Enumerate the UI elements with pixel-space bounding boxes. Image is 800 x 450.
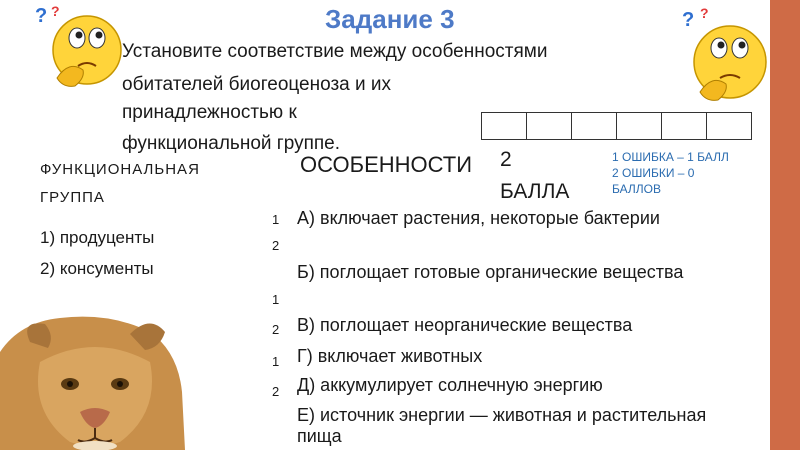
answer-number: 1 (272, 292, 280, 307)
feature-item-e: Д) аккумулирует солнечную энергию (297, 375, 603, 395)
question-mark-icon: ? (682, 9, 695, 31)
scoring-line-2: 2 ОШИБКИ – 0 (612, 166, 695, 180)
question-mark-icon: ? (700, 5, 709, 21)
lion-photo (0, 312, 185, 450)
groups-header-line-2: ГРУППА (40, 189, 105, 206)
feature-item-c: В) поглощает неорганические вещества (297, 315, 633, 335)
scoring-line-1: 1 ОШИБКА – 1 БАЛЛ (612, 150, 729, 164)
feature-item-f: Е) источник энергии — животная и растительная пища (297, 405, 707, 446)
thinking-emoji-icon (680, 2, 770, 112)
answer-cell[interactable] (482, 113, 527, 139)
feature-item-d: Г) включает животных (297, 346, 483, 366)
points-value: 2 (500, 148, 512, 171)
answer-number: 2 (272, 238, 280, 253)
points-label: БАЛЛА (500, 180, 570, 203)
instruction-line-1: Установите соответствие между особенностями (122, 41, 548, 62)
slide-title: Задание 3 (325, 4, 455, 34)
slide-edge-stripe (770, 0, 800, 450)
instruction-line-2: обитателей биогеоценоза и их (122, 74, 392, 95)
answer-number: 1 (272, 212, 280, 227)
scoring-line-3: БАЛЛОВ (612, 182, 661, 196)
answer-grid (481, 112, 752, 140)
groups-header-line-1: ФУНКЦИОНАЛЬНАЯ (40, 161, 200, 178)
answer-cell[interactable] (527, 113, 572, 139)
answer-number: 1 (272, 354, 280, 369)
answer-cell[interactable] (617, 113, 662, 139)
question-mark-icon: ? (35, 5, 48, 27)
thinking-emoji-icon (35, 0, 125, 95)
feature-item-a: А) включает растения, некоторые бактерии (297, 208, 660, 228)
answer-cell[interactable] (707, 113, 751, 139)
group-item-consumers: 2) консументы (40, 259, 154, 278)
question-mark-icon: ? (51, 3, 60, 19)
instruction-line-3: принадлежностью к (122, 102, 297, 123)
answer-number: 2 (272, 384, 280, 399)
instruction-line-4: функциональной группе. (122, 133, 340, 154)
answer-number: 2 (272, 322, 280, 337)
feature-item-b: Б) поглощает готовые органические вещества (297, 262, 684, 282)
answer-cell[interactable] (662, 113, 707, 139)
answer-cell[interactable] (572, 113, 617, 139)
features-header: ОСОБЕННОСТИ (300, 152, 473, 177)
group-item-producers: 1) продуценты (40, 228, 155, 247)
